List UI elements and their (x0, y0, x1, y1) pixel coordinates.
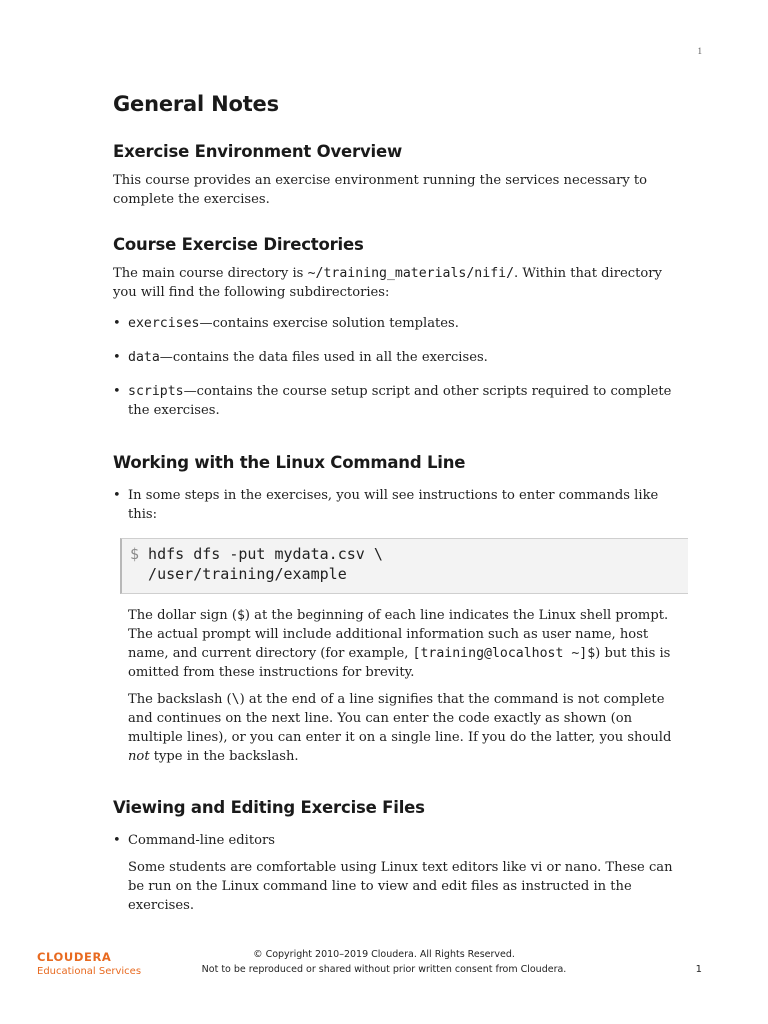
copyright-text: © Copyright 2010–2019 Cloudera. All Rights Reserved. (253, 949, 515, 960)
list-item (113, 314, 688, 333)
linux-list (113, 486, 688, 524)
top-page-number: 1 (697, 46, 702, 56)
directory-list (113, 314, 688, 420)
section-heading: Working with the Linux Command Line (113, 453, 466, 472)
bullet-icon: • (113, 833, 121, 848)
section-heading: Course Exercise Directories (113, 235, 364, 254)
reproduction-notice: Not to be reproduced or shared without prior written consent from Cloudera. (201, 964, 567, 974)
section-paragraph (113, 606, 688, 682)
text-span: The dollar sign ( (128, 608, 237, 623)
text-span: . Within that directory you will find the following subdirectories: (113, 266, 662, 300)
page-content (113, 92, 688, 941)
bullet-icon: • (113, 384, 121, 399)
list-item-text: Command-line editors (128, 833, 275, 848)
section-directories (113, 235, 688, 420)
inline-code: \ (231, 692, 240, 707)
text-span: The backslash ( (128, 692, 232, 707)
section-paragraph (113, 264, 688, 302)
section-paragraph: Some students are comfortable using Linux text editors like vi or nano. These can be run on the Linux command line to view and edit files as instructed in the exercises. (128, 860, 673, 913)
list-item-text: In some steps in the exercises, you will see instructions to enter commands like this: (128, 488, 659, 522)
code-line: /user/training/example (130, 565, 347, 583)
emphasis-text: not (128, 749, 150, 764)
inline-code: [training@localhost ~]$ (412, 646, 596, 661)
section-heading: Exercise Environment Overview (113, 142, 403, 161)
list-item (113, 382, 688, 420)
text-span: The main course directory is (113, 266, 308, 281)
inline-code: exercises (128, 316, 200, 331)
code-prompt: $ (130, 545, 140, 563)
page-title: General Notes (113, 92, 279, 116)
footer-page-number: 1 (695, 964, 702, 975)
inline-code: data (128, 350, 160, 365)
bullet-icon: • (113, 350, 121, 365)
list-item-text: —contains the course setup script and other scripts required to complete the exercises. (128, 384, 672, 418)
editing-list (113, 831, 688, 850)
section-editing (113, 798, 688, 915)
section-paragraph: This course provides an exercise environment running the services necessary to complete the exercises. (113, 173, 648, 207)
list-item (113, 348, 688, 367)
code-line: hdfs dfs -put mydata.csv \ (139, 545, 383, 563)
section-environment (113, 142, 688, 209)
list-item-text: —contains exercise solution templates. (199, 316, 459, 331)
bullet-icon: • (113, 316, 121, 331)
inline-code: scripts (128, 384, 184, 399)
bullet-icon: • (113, 488, 121, 503)
logo-subtitle: Educational Services (37, 966, 142, 974)
list-item (113, 831, 688, 850)
code-block (120, 538, 688, 594)
text-span: ) at the beginning of each line indicates the Linux shell prompt. The actual prompt will include additional information such as user name, host name, and current directory (for example, (128, 608, 669, 661)
text-span: ) at the end of a line signifies that the command is not complete and continues on the next line. You can enter the code exactly as shown (on multiple lines), or you can enter it on a single line. If you do the latter, you should (128, 692, 672, 745)
list-item-text: —contains the data files used in all the exercises. (159, 350, 488, 365)
inline-code: $ (236, 608, 245, 623)
inline-code-path: ~/training_materials/nifi/ (307, 266, 515, 281)
section-linux (113, 453, 688, 766)
cloudera-logo: CLOUDERA (37, 950, 112, 964)
text-span: ) but this is omitted from these instructions for brevity. (128, 646, 671, 680)
section-heading: Viewing and Editing Exercise Files (113, 798, 425, 817)
text-span: type in the backslash. (149, 749, 299, 764)
section-paragraph (113, 690, 688, 766)
list-item (113, 486, 688, 524)
